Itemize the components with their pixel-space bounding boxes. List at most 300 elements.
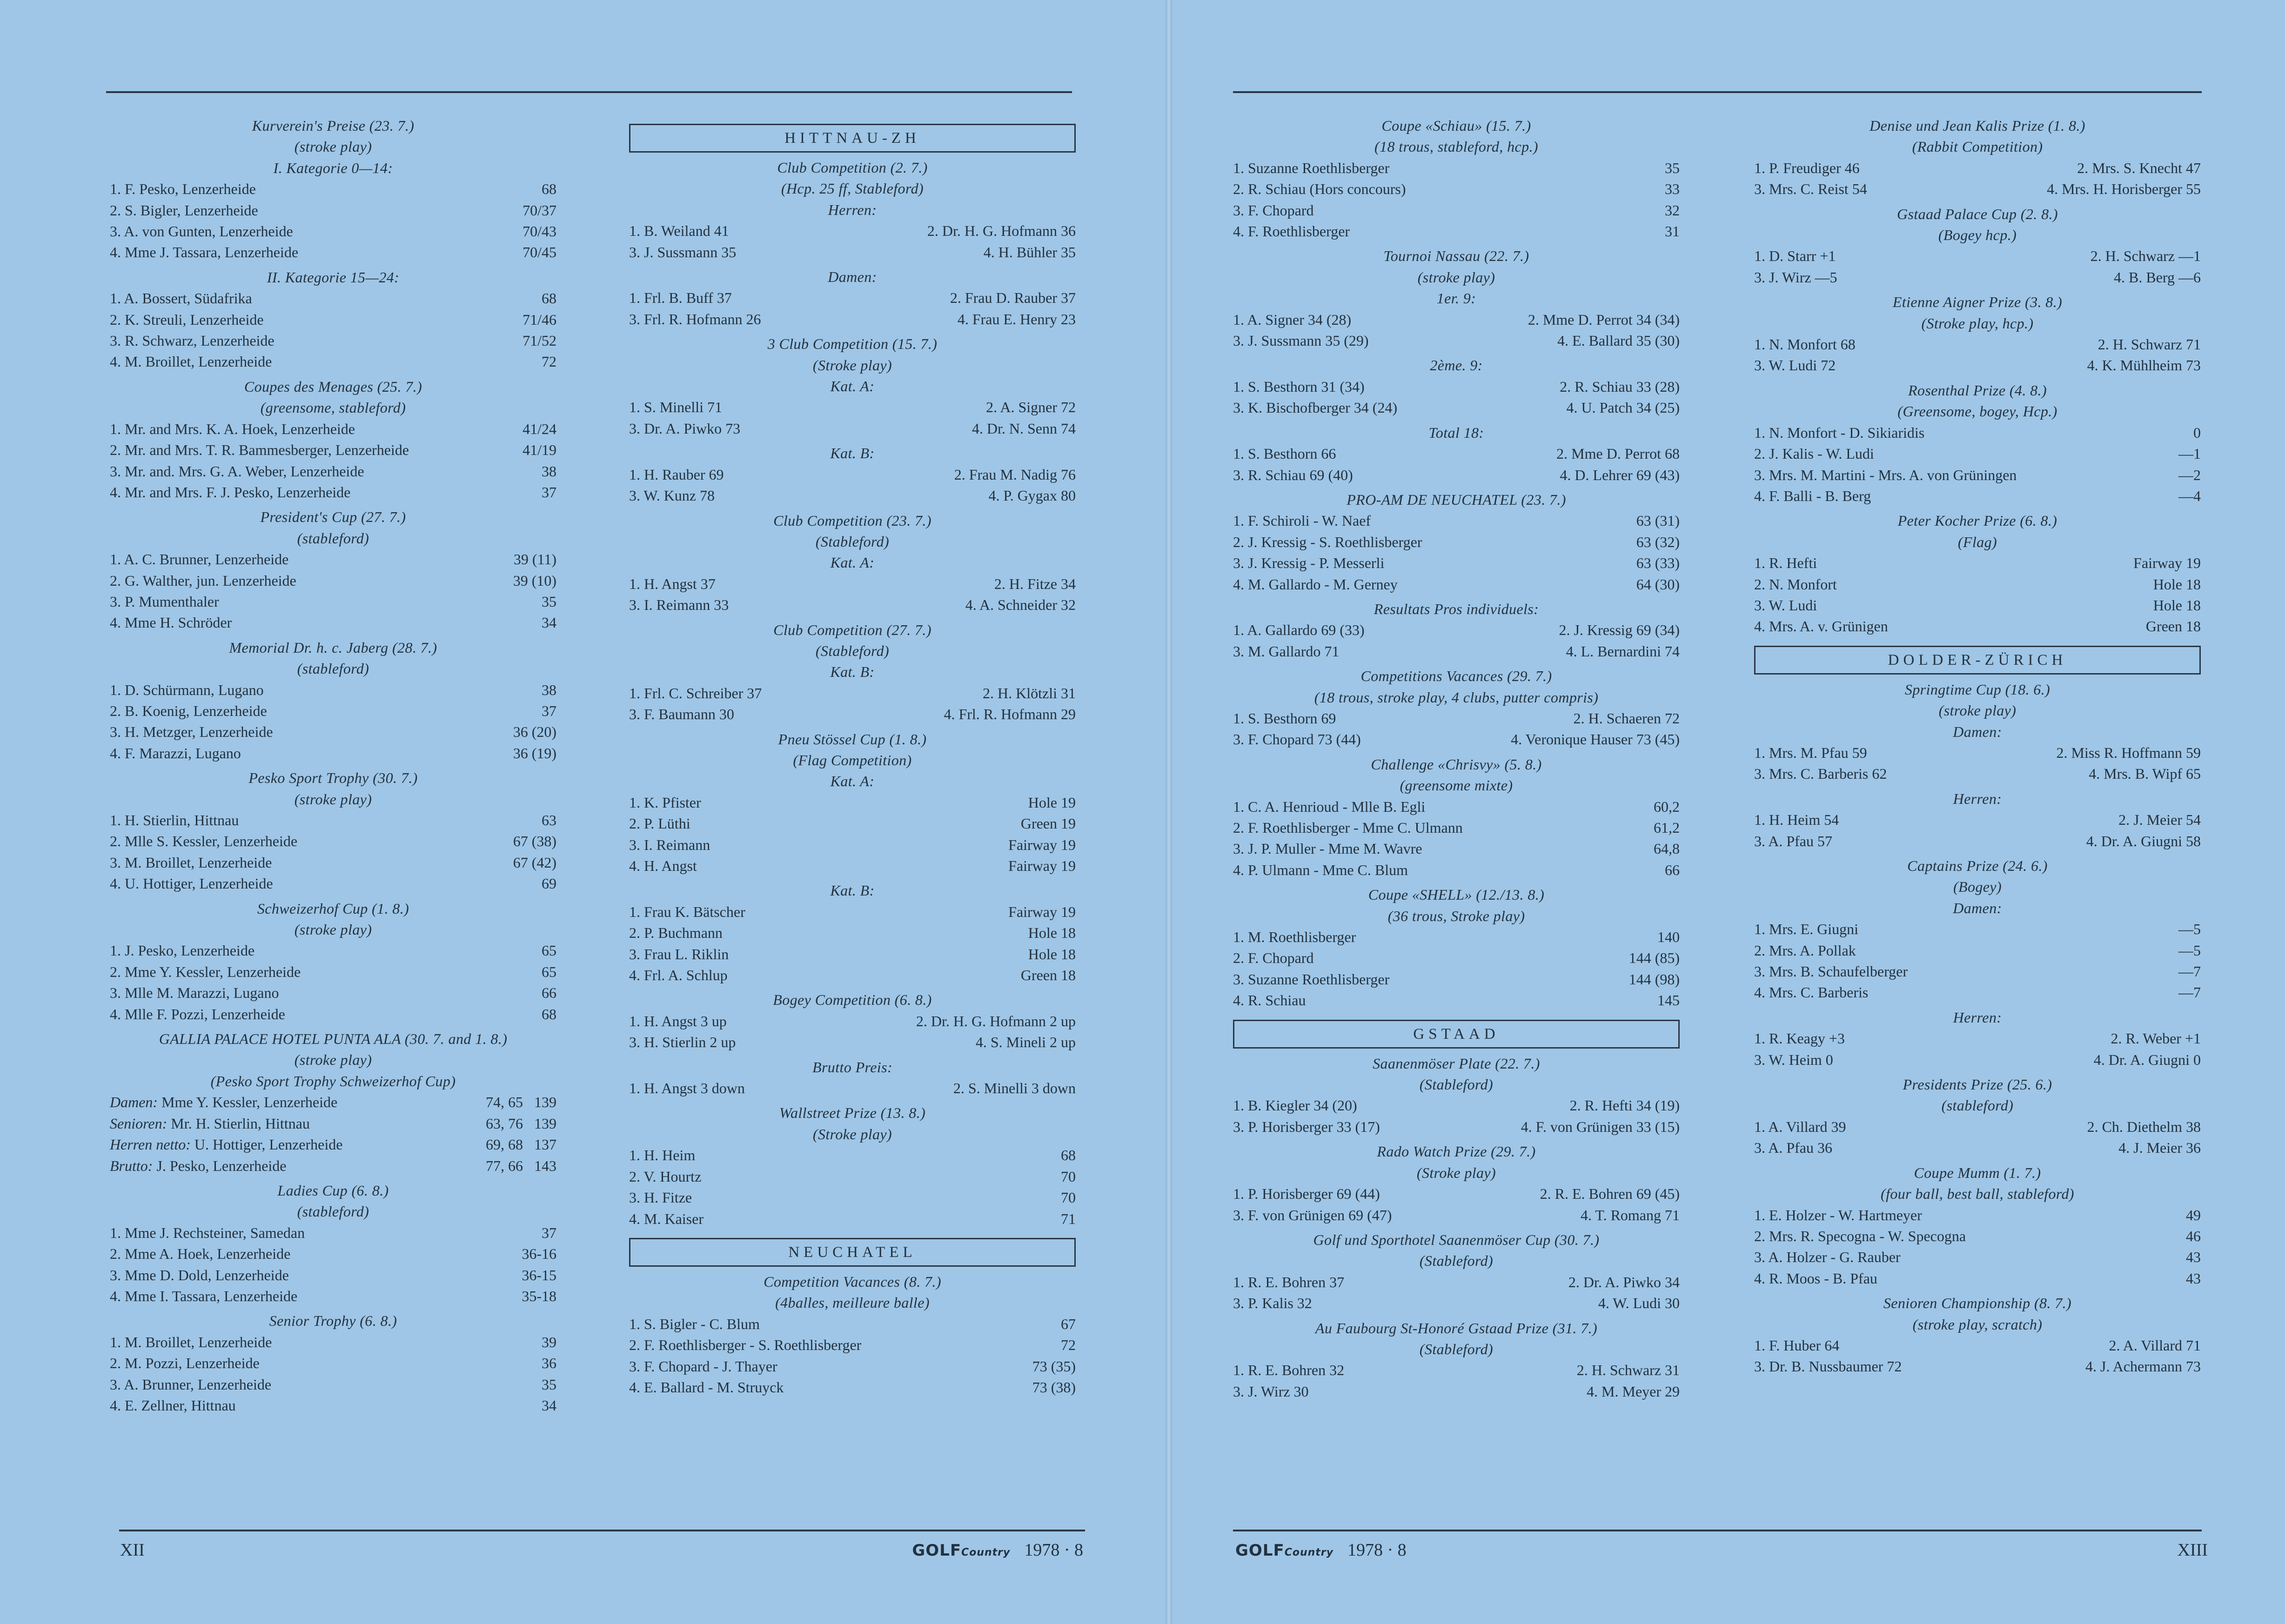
competition-title: President's Cup (27. 7.) bbox=[260, 508, 406, 526]
competition-title: Springtime Cup (18. 6.) bbox=[1904, 681, 2050, 698]
result-row bbox=[1233, 443, 1680, 464]
result-row bbox=[1233, 221, 1680, 242]
result-row bbox=[110, 852, 556, 873]
result-row bbox=[1233, 927, 1680, 948]
result-row bbox=[1754, 919, 2201, 940]
score: 38 bbox=[542, 462, 556, 480]
result-left: 1. R. E. Bohren 32 bbox=[1233, 1362, 1345, 1379]
competition-title: (Stableford) bbox=[1419, 1340, 1494, 1357]
competition-title: Kurverein's Preise (23. 7.) bbox=[252, 117, 415, 134]
result-left: 1. H. Angst 37 bbox=[629, 575, 716, 592]
result-row bbox=[110, 1092, 556, 1113]
result-row bbox=[110, 309, 556, 330]
score: 66 bbox=[1665, 861, 1680, 878]
competition-block bbox=[629, 620, 1076, 725]
player-name: 4. F. Roethlisberger bbox=[1233, 223, 1350, 240]
player-name: 1. J. Pesko, Lenzerheide bbox=[110, 942, 255, 959]
result-left: 1. B. Weiland 41 bbox=[629, 222, 729, 240]
result-row bbox=[110, 1243, 556, 1264]
competition-block bbox=[1754, 1163, 2201, 1289]
competition-block bbox=[629, 334, 1076, 439]
competition-block bbox=[629, 1103, 1076, 1229]
right-folio bbox=[1235, 1540, 2208, 1560]
score: 36 (19) bbox=[513, 744, 556, 762]
player-name: 2. R. Schiau (Hors concours) bbox=[1233, 180, 1406, 198]
issue-label: 1978 · 8 bbox=[1347, 1540, 1407, 1560]
player-name: 1. F. Pesko, Lenzerheide bbox=[110, 180, 256, 198]
competition-title: (stroke play) bbox=[294, 790, 372, 808]
competition-title: Herren: bbox=[828, 201, 877, 218]
score: 35-18 bbox=[522, 1287, 556, 1304]
result-row bbox=[629, 309, 1076, 330]
score: 33 bbox=[1665, 180, 1680, 198]
result-row bbox=[629, 792, 1076, 813]
result-row bbox=[110, 570, 556, 591]
player-name: 4. Mme I. Tassara, Lenzerheide bbox=[110, 1287, 298, 1304]
player-name: 3. Mme D. Dold, Lenzerheide bbox=[110, 1266, 289, 1283]
competition-title: Competition Vacances (8. 7.) bbox=[764, 1273, 941, 1290]
result-right: 4. A. Schneider 32 bbox=[965, 596, 1076, 614]
player-name: 3. Mrs. B. Schaufelberger bbox=[1754, 963, 1908, 980]
result-right: 2. Frau M. Nadig 76 bbox=[954, 466, 1076, 483]
score: 66 bbox=[542, 984, 556, 1002]
competition-block bbox=[1754, 292, 2201, 376]
score: 72 bbox=[1061, 1337, 1076, 1354]
competition-block bbox=[1754, 679, 2201, 785]
result-row bbox=[629, 287, 1076, 308]
result-left: 1. H. Angst 3 down bbox=[629, 1080, 745, 1097]
competition-title: (18 trous, stroke play, 4 clubs, putter compris) bbox=[1314, 688, 1599, 706]
score: 63 bbox=[542, 812, 556, 829]
player-name: 4. Mr. and Mrs. F. J. Pesko, Lenzerheide bbox=[110, 483, 351, 501]
score: 70/45 bbox=[523, 244, 556, 261]
result-right: 2. A. Signer 72 bbox=[986, 399, 1076, 416]
result-row bbox=[110, 612, 556, 633]
result-right: 2. H. Schwarz —1 bbox=[2090, 247, 2201, 265]
score: 49 bbox=[2186, 1206, 2201, 1223]
player-name: U. Hottiger, Lenzerheide bbox=[194, 1136, 343, 1153]
score: Fairway 19 bbox=[1008, 857, 1076, 874]
club-header: GSTAAD bbox=[1233, 1020, 1680, 1049]
score: 144 (98) bbox=[1628, 970, 1680, 988]
result-left: 1. H. Rauber 69 bbox=[629, 466, 724, 483]
competition-title: (stableford) bbox=[1941, 1097, 2014, 1114]
result-row bbox=[1233, 641, 1680, 662]
competition-title: 2ème. 9: bbox=[1430, 357, 1483, 374]
competition-title: Club Competition (27. 7.) bbox=[773, 621, 931, 638]
result-row bbox=[1233, 796, 1680, 817]
result-row bbox=[1754, 443, 2201, 464]
result-right: 2. A. Villard 71 bbox=[2109, 1337, 2201, 1354]
competition-title: Coupes des Menages (25. 7.) bbox=[244, 378, 422, 395]
result-left: 3. F. von Grünigen 69 (47) bbox=[1233, 1206, 1392, 1223]
competition-block bbox=[110, 1310, 556, 1416]
score: 63 (31) bbox=[1636, 512, 1680, 529]
result-row bbox=[629, 221, 1076, 241]
round-scores bbox=[486, 1134, 556, 1155]
result-entry bbox=[110, 1113, 310, 1134]
player-name: 3. M. Broillet, Lenzerheide bbox=[110, 854, 272, 871]
result-row bbox=[1754, 1028, 2201, 1049]
result-left: 1. H. Angst 3 up bbox=[629, 1012, 727, 1029]
score: 37 bbox=[542, 702, 556, 719]
competition-title: Brutto Preis: bbox=[812, 1058, 892, 1076]
result-row bbox=[1233, 817, 1680, 838]
score: 34 bbox=[542, 614, 556, 631]
result-row bbox=[1233, 376, 1680, 397]
competition-block bbox=[110, 267, 556, 373]
player-name: 3. H. Fitze bbox=[629, 1189, 692, 1206]
result-row bbox=[110, 962, 556, 982]
score: Hole 18 bbox=[1028, 945, 1076, 962]
player-name: 2. Mr. and Mrs. T. R. Bammesberger, Lenzerheide bbox=[110, 441, 409, 459]
result-left: 1. P. Horisberger 69 (44) bbox=[1233, 1185, 1380, 1203]
score: 39 (11) bbox=[513, 551, 556, 568]
result-right: 2. Mme D. Perrot 34 (34) bbox=[1528, 311, 1680, 328]
result-row bbox=[1754, 616, 2201, 637]
result-category: Brutto: bbox=[110, 1157, 153, 1174]
result-row bbox=[110, 242, 556, 263]
result-row bbox=[1233, 1205, 1680, 1226]
result-row bbox=[110, 330, 556, 351]
competition-title: Damen: bbox=[1953, 723, 2002, 740]
result-left: 1. R. Keagy +3 bbox=[1754, 1030, 1845, 1047]
result-right: 4. K. Mühlheim 73 bbox=[2087, 357, 2201, 374]
result-row bbox=[110, 701, 556, 722]
page-gutter bbox=[1166, 0, 1172, 1624]
result-right: 2. R. Schiau 33 (28) bbox=[1560, 378, 1680, 395]
result-left: 1. S. Minelli 71 bbox=[629, 399, 723, 416]
player-name: 2. P. Buchmann bbox=[629, 924, 723, 942]
left-column-1 bbox=[110, 115, 556, 1420]
score: 64,8 bbox=[1654, 840, 1680, 857]
competition-title: (Rabbit Competition) bbox=[1912, 138, 2043, 155]
competition-title: (4balles, meilleure balle) bbox=[775, 1294, 930, 1311]
competition-block bbox=[110, 898, 556, 1025]
competition-title: (stableford) bbox=[297, 1203, 369, 1220]
competition-block bbox=[629, 1271, 1076, 1398]
competition-title: (stroke play) bbox=[294, 921, 372, 938]
player-name: 4. E. Zellner, Hittnau bbox=[110, 1397, 236, 1414]
result-row bbox=[110, 179, 556, 200]
player-name: 1. Frau K. Bätscher bbox=[629, 903, 745, 920]
result-row bbox=[110, 351, 556, 372]
result-left: 3. Dr. A. Piwko 73 bbox=[629, 420, 741, 437]
player-name: 3. A. von Gunten, Lenzerheide bbox=[110, 223, 293, 240]
result-right: 4. B. Berg —6 bbox=[2114, 268, 2201, 286]
player-name: 4. Mme J. Tassara, Lenzerheide bbox=[110, 244, 299, 261]
result-row bbox=[1233, 465, 1680, 486]
rounds: 63, 76 bbox=[486, 1115, 523, 1132]
competition-title: (stableford) bbox=[297, 660, 369, 677]
competition-title: Senior Trophy (6. 8.) bbox=[269, 1312, 397, 1330]
result-row bbox=[1754, 465, 2201, 486]
result-row bbox=[110, 1286, 556, 1307]
competition-block bbox=[1754, 1293, 2201, 1377]
result-row bbox=[629, 922, 1076, 943]
result-left: 1. P. Freudiger 46 bbox=[1754, 159, 1860, 176]
result-left: 1. S. Besthorn 66 bbox=[1233, 445, 1336, 462]
result-left: 1. R. E. Bohren 37 bbox=[1233, 1273, 1345, 1290]
player-name: 3. Mlle M. Marazzi, Lugano bbox=[110, 984, 279, 1002]
competition-block bbox=[1233, 246, 1680, 351]
result-row bbox=[1233, 1381, 1680, 1402]
result-entry bbox=[110, 1092, 337, 1113]
result-left: 3. P. Kalis 32 bbox=[1233, 1295, 1312, 1312]
result-row bbox=[629, 1032, 1076, 1053]
result-row bbox=[110, 419, 556, 440]
result-row bbox=[110, 1265, 556, 1286]
player-name: 1. H. Heim bbox=[629, 1147, 696, 1164]
player-name: 4. P. Ulmann - Mme C. Blum bbox=[1233, 861, 1408, 878]
result-right: 2. H. Schwarz 31 bbox=[1576, 1362, 1680, 1379]
player-name: 3. I. Reimann bbox=[629, 836, 710, 853]
result-right: 2. Frau D. Rauber 37 bbox=[950, 289, 1076, 307]
result-row bbox=[1754, 809, 2201, 830]
result-right: 2. Dr. A. Piwko 34 bbox=[1568, 1273, 1680, 1290]
player-name: 2. K. Streuli, Lenzerheide bbox=[110, 311, 264, 328]
result-row bbox=[1233, 1293, 1680, 1314]
competition-block bbox=[1754, 510, 2201, 637]
score: Green 19 bbox=[1020, 815, 1076, 832]
page-number: XIII bbox=[2177, 1540, 2208, 1560]
total: 139 bbox=[534, 1094, 556, 1111]
result-row bbox=[629, 595, 1076, 615]
competition-block bbox=[629, 989, 1076, 1053]
score: Green 18 bbox=[1020, 967, 1076, 984]
competition-title: Coupe «SHELL» (12./13. 8.) bbox=[1368, 886, 1545, 903]
score: 35 bbox=[542, 593, 556, 610]
result-left: 1. Frl. B. Buff 37 bbox=[629, 289, 732, 307]
result-right: 4. Dr. A. Giugni 0 bbox=[2093, 1051, 2201, 1068]
result-row bbox=[1233, 309, 1680, 330]
score: Hole 18 bbox=[2153, 575, 2201, 593]
result-row bbox=[1233, 397, 1680, 418]
competition-title: (36 trous, Stroke play) bbox=[1387, 907, 1525, 924]
result-row bbox=[629, 855, 1076, 876]
result-left: 3. J. Sussmann 35 bbox=[629, 243, 737, 261]
result-right: 4. Dr. A. Giugni 58 bbox=[2086, 832, 2201, 849]
score: 39 bbox=[542, 1333, 556, 1350]
result-right: 2. Mrs. S. Knecht 47 bbox=[2077, 159, 2201, 176]
score: 65 bbox=[542, 942, 556, 959]
page-number: XII bbox=[120, 1540, 145, 1560]
player-name: 3. Suzanne Roethlisberger bbox=[1233, 970, 1390, 988]
player-name: Mme Y. Kessler, Lenzerheide bbox=[161, 1094, 338, 1111]
player-name: 3. J. P. Muller - Mme M. Wavre bbox=[1233, 840, 1422, 857]
player-name: 1. Mme J. Rechsteiner, Samedan bbox=[110, 1224, 305, 1241]
result-left: 1. B. Kiegler 34 (20) bbox=[1233, 1097, 1357, 1114]
score: 46 bbox=[2186, 1227, 2201, 1244]
result-right: 4. F. von Grünigen 33 (15) bbox=[1521, 1118, 1680, 1135]
result-left: 3. A. Pfau 36 bbox=[1754, 1139, 1832, 1156]
player-name: 1. K. Pfister bbox=[629, 794, 701, 811]
result-right: 4. Frau E. Henry 23 bbox=[957, 310, 1076, 327]
result-right: 4. Veronique Hauser 73 (45) bbox=[1511, 731, 1680, 748]
result-row bbox=[1233, 179, 1680, 200]
result-left: 3. J. Wirz —5 bbox=[1754, 268, 1837, 286]
result-row bbox=[629, 1145, 1076, 1166]
score: 73 (38) bbox=[1032, 1378, 1076, 1396]
competition-block bbox=[110, 637, 556, 764]
competition-title: (stroke play) bbox=[1417, 268, 1495, 286]
result-right: 2. H. Schwarz 71 bbox=[2097, 336, 2201, 353]
competition-block bbox=[110, 768, 556, 894]
result-row bbox=[1233, 1183, 1680, 1204]
result-left: 3. M. Gallardo 71 bbox=[1233, 642, 1340, 660]
result-row bbox=[110, 1374, 556, 1395]
player-name: 2. Mme Y. Kessler, Lenzerheide bbox=[110, 963, 301, 980]
result-row bbox=[1233, 990, 1680, 1011]
score: 144 (85) bbox=[1628, 949, 1680, 967]
result-row bbox=[629, 397, 1076, 418]
result-category: Herren netto: bbox=[110, 1136, 191, 1153]
result-left: 1. Mrs. M. Pfau 59 bbox=[1754, 744, 1867, 761]
competition-title: Kat. B: bbox=[830, 445, 875, 462]
result-row bbox=[110, 288, 556, 309]
result-row bbox=[1754, 961, 2201, 982]
result-row bbox=[629, 1335, 1076, 1356]
player-name: 2. J. Kalis - W. Ludi bbox=[1754, 445, 1874, 462]
result-left: 3. K. Bischofberger 34 (24) bbox=[1233, 399, 1398, 416]
result-row bbox=[1754, 940, 2201, 961]
result-row bbox=[629, 1011, 1076, 1032]
score: 70/43 bbox=[523, 223, 556, 240]
competition-title: Saanenmöser Plate (22. 7.) bbox=[1373, 1055, 1540, 1072]
player-name: 3. A. Brunner, Lenzerheide bbox=[110, 1376, 272, 1393]
result-row bbox=[1233, 330, 1680, 351]
competition-title: (Flag Competition) bbox=[793, 751, 912, 769]
score: 37 bbox=[542, 483, 556, 501]
result-row bbox=[1754, 595, 2201, 616]
player-name: 2. P. Lüthi bbox=[629, 815, 690, 832]
result-row bbox=[110, 1134, 556, 1155]
score: Hole 18 bbox=[2153, 596, 2201, 614]
result-left: 3. P. Horisberger 33 (17) bbox=[1233, 1118, 1380, 1135]
competition-block bbox=[1233, 1141, 1680, 1226]
player-name: 2. B. Koenig, Lenzerheide bbox=[110, 702, 267, 719]
score: 36 bbox=[542, 1355, 556, 1372]
result-right: 2. Dr. H. G. Hofmann 36 bbox=[927, 222, 1076, 240]
result-row bbox=[110, 810, 556, 831]
left-column-2 bbox=[629, 115, 1076, 1402]
player-name: 2. G. Walther, jun. Lenzerheide bbox=[110, 572, 296, 589]
magazine-logo: GOLFCountry bbox=[912, 1541, 1011, 1560]
result-row bbox=[110, 982, 556, 1003]
competition-title: Resultats Pros individuels: bbox=[1374, 600, 1539, 617]
result-row bbox=[1754, 763, 2201, 784]
result-row bbox=[110, 549, 556, 570]
player-name: 4. M. Kaiser bbox=[629, 1210, 704, 1227]
result-row bbox=[629, 1209, 1076, 1230]
result-left: 1. A. Gallardo 69 (33) bbox=[1233, 622, 1365, 639]
competition-title: (Stableford) bbox=[815, 533, 890, 550]
result-row bbox=[110, 200, 556, 221]
result-row bbox=[110, 1113, 556, 1134]
result-row bbox=[629, 944, 1076, 965]
result-left: 3. F. Chopard 73 (44) bbox=[1233, 731, 1361, 748]
bottom-rule-right bbox=[1233, 1530, 2202, 1531]
competition-title: Rosenthal Prize (4. 8.) bbox=[1908, 381, 2047, 399]
competition-block bbox=[110, 1180, 556, 1307]
competition-title: Schweizerhof Cup (1. 8.) bbox=[257, 900, 409, 917]
score: 36-16 bbox=[522, 1245, 556, 1263]
result-right: 2. S. Minelli 3 down bbox=[953, 1080, 1076, 1097]
score: 36-15 bbox=[522, 1266, 556, 1283]
result-row bbox=[1233, 158, 1680, 179]
result-left: 3. W. Heim 0 bbox=[1754, 1051, 1833, 1068]
result-left: 3. I. Reimann 33 bbox=[629, 596, 729, 614]
result-row bbox=[110, 940, 556, 961]
result-row bbox=[1754, 1335, 2201, 1356]
score: 72 bbox=[542, 353, 556, 370]
competition-block bbox=[110, 507, 556, 633]
score: 35 bbox=[1665, 159, 1680, 176]
result-right: 4. W. Ludi 30 bbox=[1598, 1295, 1680, 1312]
result-row bbox=[1754, 179, 2201, 200]
competition-block bbox=[1754, 789, 2201, 852]
result-category: Damen: bbox=[110, 1094, 158, 1111]
competition-block bbox=[1754, 855, 2201, 1003]
result-right: 2. Miss R. Hoffmann 59 bbox=[2056, 744, 2201, 761]
score: 0 bbox=[2193, 424, 2201, 441]
player-name: 4. Mrs. C. Barberis bbox=[1754, 984, 1869, 1001]
competition-block bbox=[629, 157, 1076, 263]
competition-title: (Flag) bbox=[1957, 533, 1997, 550]
player-name: 4. Mme H. Schröder bbox=[110, 614, 232, 631]
result-right: 4. U. Patch 34 (25) bbox=[1566, 399, 1680, 416]
top-rule-right bbox=[1233, 91, 2202, 93]
result-row bbox=[629, 683, 1076, 704]
result-row bbox=[110, 482, 556, 503]
player-name: 2. F. Roethlisberger - S. Roethlisberger bbox=[629, 1337, 862, 1354]
result-row bbox=[629, 835, 1076, 855]
result-row bbox=[629, 1356, 1076, 1377]
score: 67 (42) bbox=[513, 854, 556, 871]
competition-title: Club Competition (23. 7.) bbox=[773, 512, 931, 529]
player-name: 2. F. Roethlisberger - Mme C. Ulmann bbox=[1233, 819, 1463, 836]
result-row bbox=[1754, 1247, 2201, 1268]
result-row bbox=[1754, 486, 2201, 507]
result-right: 2. H. Fitze 34 bbox=[994, 575, 1076, 592]
player-name: 2. N. Monfort bbox=[1754, 575, 1837, 593]
competition-title: Kat. B: bbox=[830, 663, 875, 681]
competition-block bbox=[1754, 204, 2201, 288]
result-right: 4. J. Achermann 73 bbox=[2085, 1358, 2201, 1375]
result-row bbox=[110, 1004, 556, 1025]
score: 70 bbox=[1061, 1189, 1076, 1206]
result-row bbox=[629, 1166, 1076, 1187]
competition-title: Pneu Stössel Cup (1. 8.) bbox=[778, 730, 927, 748]
competition-title: Total 18: bbox=[1428, 424, 1484, 441]
result-row bbox=[1754, 158, 2201, 179]
competition-title: (stroke play) bbox=[294, 1051, 372, 1069]
score: Hole 18 bbox=[1028, 924, 1076, 942]
result-left: 3. F. Baumann 30 bbox=[629, 706, 734, 723]
club-header: HITTNAU-ZH bbox=[629, 124, 1076, 153]
player-name: 4. M. Gallardo - M. Gerney bbox=[1233, 575, 1398, 593]
player-name: 1. D. Schürmann, Lugano bbox=[110, 681, 264, 698]
result-row bbox=[110, 1332, 556, 1353]
score: 67 bbox=[1061, 1315, 1076, 1332]
competition-block bbox=[629, 510, 1076, 616]
rounds: 69, 68 bbox=[486, 1136, 523, 1153]
result-row bbox=[1233, 574, 1680, 595]
result-row bbox=[629, 242, 1076, 263]
rounds: 77, 66 bbox=[486, 1157, 523, 1174]
total: 143 bbox=[534, 1157, 556, 1174]
result-left: 3. W. Ludi 72 bbox=[1754, 357, 1836, 374]
